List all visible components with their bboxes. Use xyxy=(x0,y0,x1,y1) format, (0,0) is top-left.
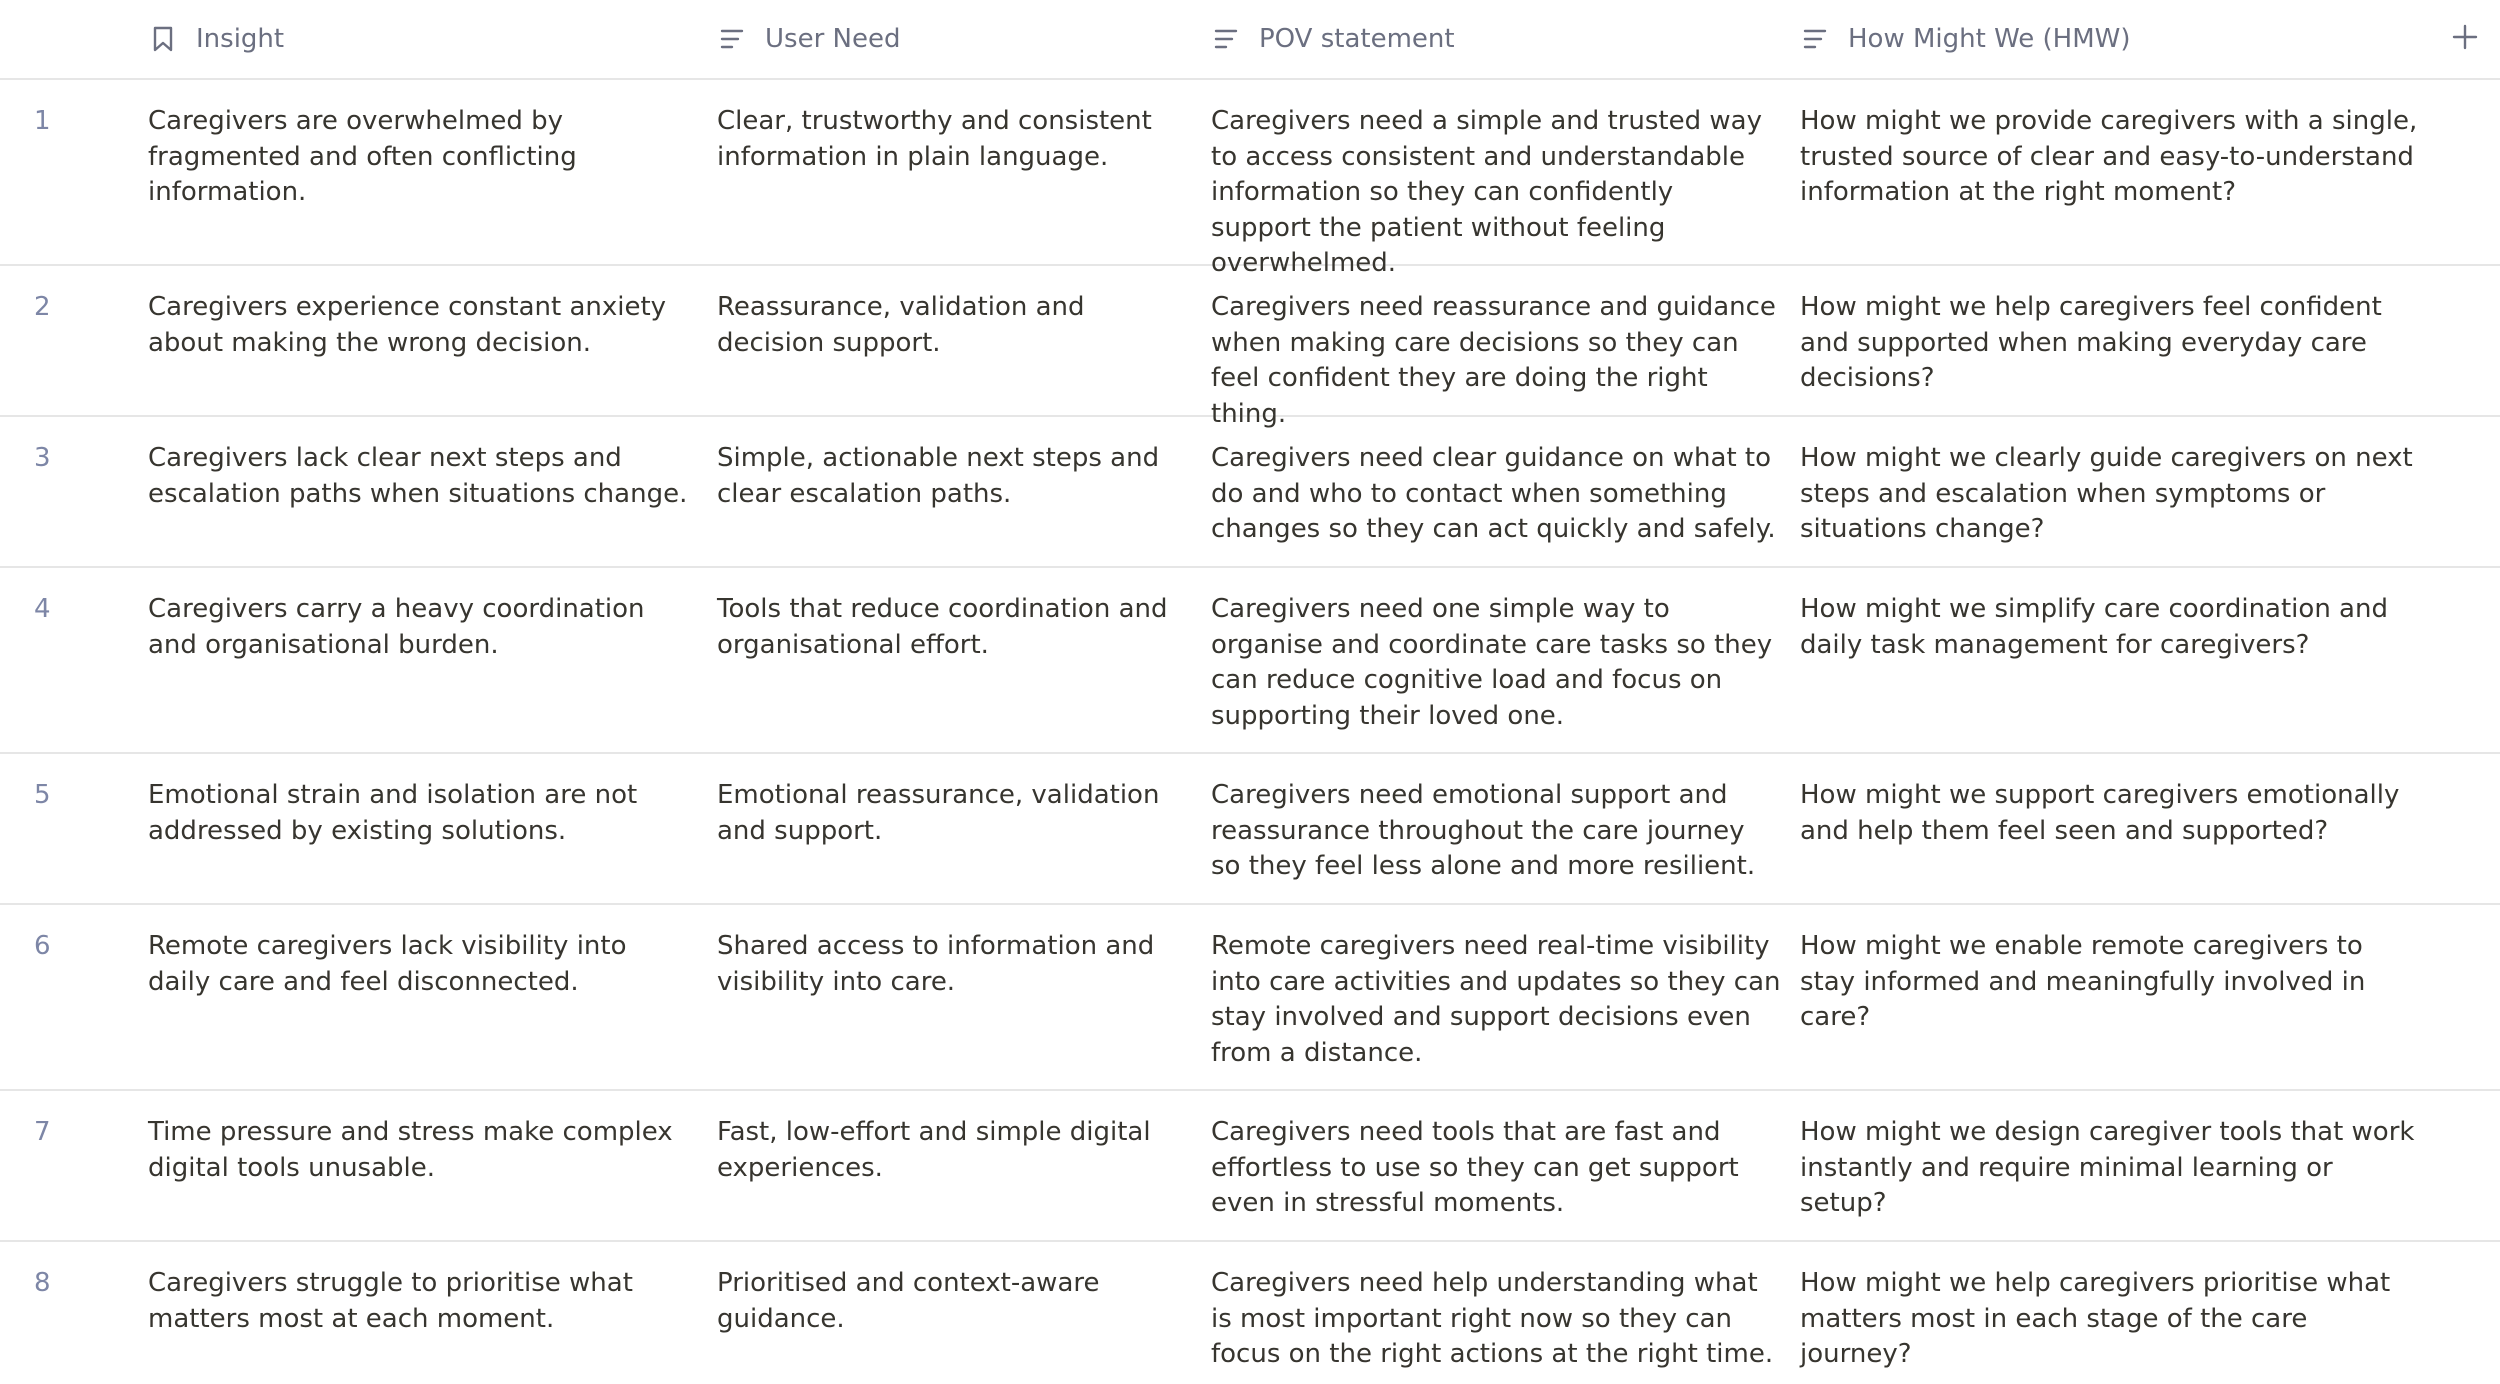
insight-cell[interactable]: Time pressure and stress make complex digital tools unusable. xyxy=(148,1117,673,1183)
table-row[interactable] xyxy=(0,754,2500,905)
table-row[interactable] xyxy=(0,1242,2500,1384)
add-column-button[interactable] xyxy=(2430,0,2500,78)
insight-cell[interactable]: Caregivers are overwhelmed by fragmented and often conflicting information. xyxy=(148,106,577,207)
hmw-cell[interactable]: How might we help caregivers feel confident and supported when making everyday care decisions? xyxy=(1800,292,2382,393)
user-need-cell[interactable]: Clear, trustworthy and consistent information in plain language. xyxy=(717,106,1152,172)
column-header-hmw[interactable] xyxy=(1800,0,2131,78)
insight-cell[interactable]: Caregivers carry a heavy coordination and organisational burden. xyxy=(148,594,645,660)
column-header-insight[interactable] xyxy=(148,0,284,78)
insight-cell[interactable]: Caregivers struggle to prioritise what matters most at each moment. xyxy=(148,1268,633,1334)
insight-cell[interactable]: Remote caregivers lack visibility into daily care and feel disconnected. xyxy=(148,931,627,997)
column-header-pov[interactable] xyxy=(1211,0,1455,78)
hmw-cell[interactable]: How might we enable remote caregivers to stay informed and meaningfully involved in care? xyxy=(1800,931,2366,1032)
row-number: 8 xyxy=(34,1268,51,1298)
user-need-cell[interactable]: Prioritised and context-aware guidance. xyxy=(717,1268,1100,1334)
hmw-cell[interactable]: How might we simplify care coordination and daily task management for caregivers? xyxy=(1800,594,2388,660)
user-need-cell[interactable]: Fast, low-effort and simple digital experiences. xyxy=(717,1117,1151,1183)
hmw-cell[interactable]: How might we support caregivers emotionally and help them feel seen and supported? xyxy=(1800,780,2400,846)
user-need-cell[interactable]: Simple, actionable next steps and clear escalation paths. xyxy=(717,443,1160,509)
row-number: 7 xyxy=(34,1117,51,1147)
column-header-label: How Might We (HMW) xyxy=(1848,24,2131,54)
pov-cell[interactable]: Caregivers need emotional support and reassurance throughout the care journey so they feel less alone and more resilient. xyxy=(1211,780,1756,881)
column-header-label: User Need xyxy=(765,24,901,54)
hmw-cell[interactable]: How might we clearly guide caregivers on next steps and escalation when symptoms or situations change? xyxy=(1800,443,2413,544)
pov-cell[interactable]: Caregivers need a simple and trusted way to access consistent and understandable information so they can confidently support the patient without feeling overwhelmed. xyxy=(1211,106,1762,278)
pov-cell[interactable]: Caregivers need tools that are fast and effortless to use so they can get support even in stressful moments. xyxy=(1211,1117,1739,1218)
row-number: 3 xyxy=(34,443,51,473)
user-need-cell[interactable]: Emotional reassurance, validation and support. xyxy=(717,780,1160,846)
user-need-cell[interactable]: Shared access to information and visibility into care. xyxy=(717,931,1155,997)
pov-cell[interactable]: Caregivers need help understanding what is most important right now so they can focus on the right actions at the right time. xyxy=(1211,1268,1774,1369)
row-number: 1 xyxy=(34,106,51,136)
column-header-user-need[interactable] xyxy=(717,0,900,78)
table-row[interactable] xyxy=(0,568,2500,754)
pov-cell[interactable]: Caregivers need reassurance and guidance when making care decisions so they can feel confident they are doing the right thing. xyxy=(1211,292,1776,429)
plus-icon xyxy=(2452,24,2478,54)
hmw-cell[interactable]: How might we design caregiver tools that work instantly and require minimal learning or setup? xyxy=(1800,1117,2415,1218)
insight-cell[interactable]: Emotional strain and isolation are not addressed by existing solutions. xyxy=(148,780,638,846)
bookmark-icon xyxy=(148,24,178,54)
text-lines-icon xyxy=(717,24,747,54)
text-lines-icon xyxy=(1211,24,1241,54)
table-header xyxy=(0,0,2500,80)
row-number: 2 xyxy=(34,292,51,322)
insight-cell[interactable]: Caregivers lack clear next steps and escalation paths when situations change. xyxy=(148,443,688,509)
user-need-cell[interactable]: Reassurance, validation and decision support. xyxy=(717,292,1085,358)
table-row[interactable] xyxy=(0,905,2500,1091)
text-lines-icon xyxy=(1800,24,1830,54)
column-header-label: POV statement xyxy=(1259,24,1455,54)
table-row[interactable] xyxy=(0,417,2500,568)
column-header-label: Insight xyxy=(196,24,285,54)
pov-cell[interactable]: Remote caregivers need real-time visibility into care activities and updates so they can stay involved and support decisions even from a distance. xyxy=(1211,931,1781,1068)
row-number: 6 xyxy=(34,931,51,961)
table-row[interactable] xyxy=(0,80,2500,278)
table-row[interactable] xyxy=(0,266,2500,429)
row-number: 5 xyxy=(34,780,51,810)
pov-cell[interactable]: Caregivers need clear guidance on what to do and who to contact when something changes so they can act quickly and safely. xyxy=(1211,443,1776,544)
row-number: 4 xyxy=(34,594,51,624)
hmw-cell[interactable]: How might we provide caregivers with a single, trusted source of clear and easy-to-understand information at the right moment? xyxy=(1800,106,2418,207)
hmw-cell[interactable]: How might we help caregivers prioritise what matters most in each stage of the care journey? xyxy=(1800,1268,2391,1369)
insight-cell[interactable]: Caregivers experience constant anxiety about making the wrong decision. xyxy=(148,292,667,358)
table-row[interactable] xyxy=(0,1091,2500,1242)
pov-cell[interactable]: Caregivers need one simple way to organise and coordinate care tasks so they can reduce cognitive load and focus on supporting their loved one. xyxy=(1211,594,1773,731)
user-need-cell[interactable]: Tools that reduce coordination and organisational effort. xyxy=(717,594,1168,660)
